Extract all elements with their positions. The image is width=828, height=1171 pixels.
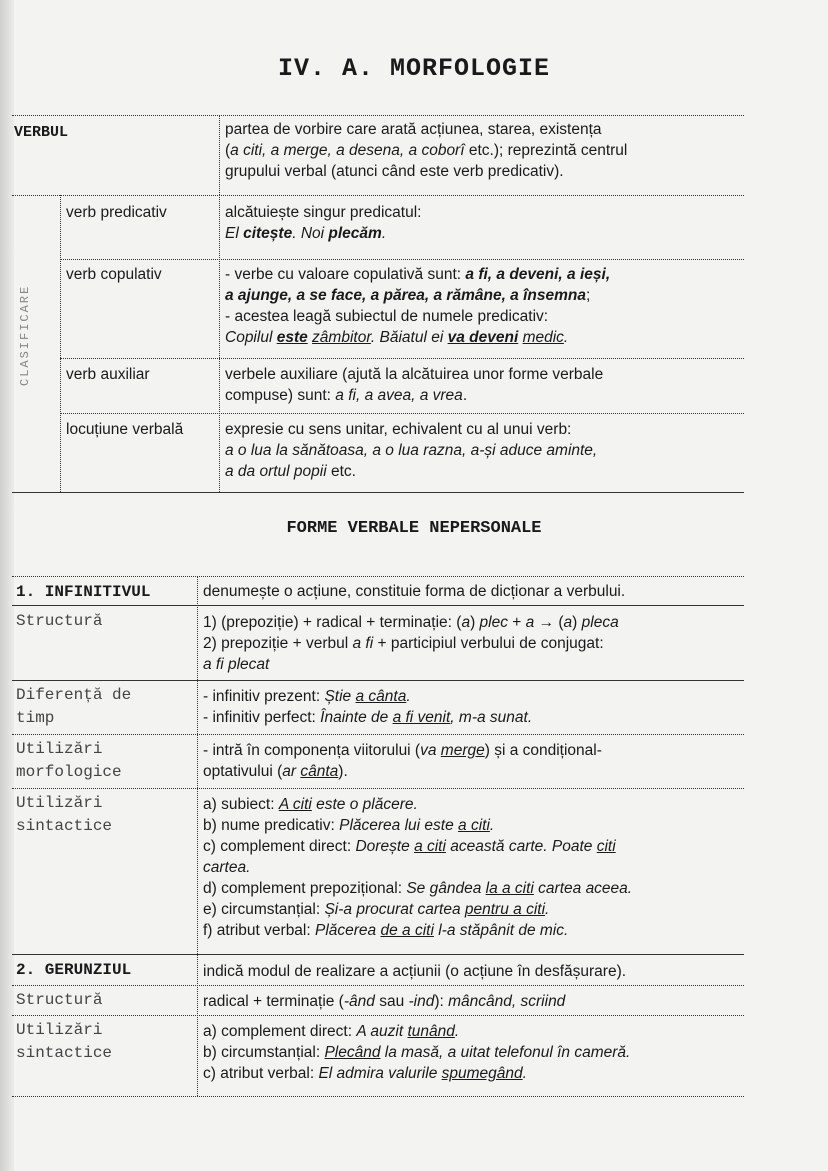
- def-line: - intră în componența viitorului (va merge) și a condițional-: [203, 742, 602, 759]
- divider: [60, 358, 744, 359]
- divider: [12, 788, 744, 789]
- def-line: e) circumstanțial: Și-a procurat cartea pentru a citi.: [203, 901, 550, 918]
- verb-copulativ-def: [225, 264, 775, 348]
- gerunziu-sintactice-label: Utilizări sintactice: [16, 1021, 113, 1062]
- def-line: grupului verbal (atunci când este verb predicativ).: [225, 163, 564, 180]
- divider: [60, 195, 61, 492]
- def-line: c) complement direct: Dorește a citi această carte. Poate citi: [203, 838, 616, 855]
- divider: [12, 115, 744, 116]
- def-line: El citește. Noi plecăm.: [225, 225, 387, 242]
- divider: [12, 1096, 744, 1097]
- verb-predicativ-term: verb predicativ: [66, 204, 167, 221]
- locutiune-verbala-def: [225, 419, 775, 482]
- infinitiv-sintactice: [203, 794, 773, 941]
- divider: [12, 680, 744, 681]
- divider: [12, 1015, 744, 1016]
- divider: [12, 985, 744, 986]
- def-line: 2) prepoziție + verbul a fi + participiul verbului de conjugat:: [203, 635, 604, 652]
- infinitiv-diferenta: [203, 686, 763, 728]
- def-line: cartea.: [203, 859, 251, 876]
- infinitiv-structura-label: Structură: [16, 612, 103, 630]
- gerunziu-structura-label: Structură: [16, 991, 103, 1009]
- divider: [12, 954, 744, 955]
- def-line: f) atribut verbal: Plăcerea de a citi l-a stăpânit de mic.: [203, 922, 569, 939]
- divider: [12, 734, 744, 735]
- verb-predicativ-def: [225, 202, 765, 244]
- def-line: - verbe cu valoare copulativă sunt: a fi, a deveni, a ieși,: [225, 266, 611, 283]
- def-line: alcătuiește singur predicatul:: [225, 204, 422, 221]
- def-line: optativului (ar cânta).: [203, 763, 348, 780]
- divider: [12, 576, 744, 577]
- divider: [197, 576, 198, 1096]
- def-line: 1) (prepoziție) + radical + terminație: (a) plec + a → (a) pleca: [203, 614, 619, 631]
- infinitiv-def: denumește o acțiune, constituie forma de dicționar a verbului.: [203, 583, 626, 600]
- divider: [12, 605, 744, 606]
- infinitiv-morfologice: [203, 740, 763, 782]
- verb-copulativ-term: verb copulativ: [66, 266, 162, 283]
- def-line: a da ortul popii etc.: [225, 463, 356, 480]
- def-line: a) complement direct: A auzit tunând.: [203, 1023, 460, 1040]
- verbul-term: VERBUL: [14, 124, 69, 141]
- section-subtitle: FORME VERBALE NEPERSONALE: [286, 519, 542, 538]
- infinitiv-diferenta-label: Diferență de timp: [16, 686, 132, 727]
- clasificare-label: CLASIFICARE: [18, 284, 32, 386]
- infinitiv-head: 1. INFINITIVUL: [16, 583, 151, 601]
- gerunziu-head: 2. GERUNZIUL: [16, 961, 132, 979]
- locutiune-verbala-term: locuțiune verbală: [66, 421, 184, 438]
- def-line: a fi plecat: [203, 656, 270, 673]
- def-line: b) nume predicativ: Plăcerea lui este a citi.: [203, 817, 495, 834]
- def-line: (a citi, a merge, a desena, a coborî etc.); reprezintă centrul: [225, 142, 628, 159]
- verb-auxiliar-def: [225, 364, 765, 406]
- verb-auxiliar-term: verb auxiliar: [66, 366, 150, 383]
- divider: [60, 259, 744, 260]
- divider: [60, 413, 744, 414]
- divider: [219, 195, 220, 492]
- gerunziu-def: indică modul de realizare a acțiunii (o acțiune în desfășurare).: [203, 963, 627, 980]
- infinitiv-structura: [203, 612, 763, 675]
- def-line: partea de vorbire care arată acțiunea, starea, existența: [225, 121, 602, 138]
- def-line: a) subiect: A citi este o plăcere.: [203, 796, 418, 813]
- verbul-definition: [225, 119, 765, 182]
- infinitiv-sintactice-label: Utilizări sintactice: [16, 794, 113, 835]
- def-line: c) atribut verbal: El admira valurile spumegând.: [203, 1065, 527, 1082]
- def-line: verbele auxiliare (ajută la alcătuirea unor forme verbale: [225, 366, 604, 383]
- def-line: - infinitiv perfect: Înainte de a fi venit, m-a sunat.: [203, 709, 533, 726]
- infinitiv-morfologice-label: Utilizări morfologice: [16, 740, 122, 781]
- def-line: d) complement prepozițional: Se gândea la a citi cartea aceea.: [203, 880, 633, 897]
- divider: [12, 195, 744, 196]
- def-line: a ajunge, a se face, a părea, a rămâne, a însemna;: [225, 287, 591, 304]
- def-line: expresie cu sens unitar, echivalent cu al unui verb:: [225, 421, 572, 438]
- def-line: compuse) sunt: a fi, a avea, a vrea.: [225, 387, 468, 404]
- def-line: b) circumstanțial: Plecând la masă, a uitat telefonul în cameră.: [203, 1044, 631, 1061]
- divider: [12, 492, 744, 493]
- def-line: a o lua la sănătoasa, a o lua razna, a-și aduce aminte,: [225, 442, 598, 459]
- def-line: - infinitiv prezent: Știe a cânta.: [203, 688, 411, 705]
- def-line: - acestea leagă subiectul de numele predicativ:: [225, 308, 549, 325]
- gerunziu-structura: radical + terminație (-ând sau -ind): mâncând, scriind: [203, 993, 566, 1010]
- gerunziu-sintactice: [203, 1021, 773, 1084]
- page-title: IV. A. MORFOLOGIE: [277, 54, 551, 83]
- page-edge: [0, 0, 14, 1171]
- def-line: Copilul este zâmbitor. Băiatul ei va deveni medic.: [225, 329, 569, 346]
- divider: [219, 115, 220, 195]
